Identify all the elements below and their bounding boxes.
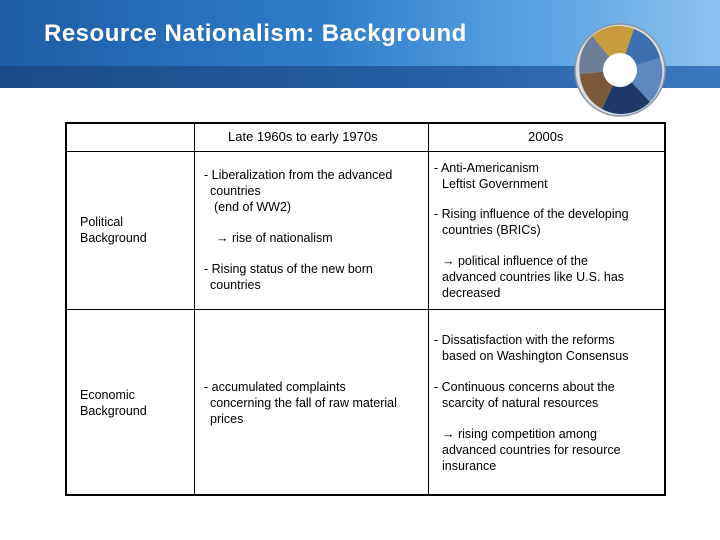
table-divider (65, 309, 666, 310)
table-divider (65, 151, 666, 152)
list-item: - Continuous concerns about the scarcity of natural resources (434, 380, 615, 410)
list-item: - Rising status of the new born countries (204, 262, 373, 292)
list-item: - Rising influence of the developing countries (BRICs) (434, 207, 629, 237)
row-label: Political Background (80, 215, 147, 245)
list-item: → political influence of the advanced countries like U.S. has decreased (442, 254, 625, 300)
list-item: → rising competition among advanced countries for resource insurance (442, 427, 621, 473)
row-label: Economic Background (80, 388, 147, 418)
list-item: → rise of nationalism (216, 231, 333, 245)
list-item: - accumulated complaints concerning the fall of raw material prices (204, 380, 397, 426)
list-item: - Dissatisfaction with the reforms based on Washington Consensus (434, 333, 629, 363)
list-item: - Liberalization from the advanced countries (end of WW2) (204, 168, 393, 214)
slide-title: Resource Nationalism: Background (44, 20, 467, 47)
list-item: - Anti-Americanism Leftist Government (434, 161, 548, 191)
column-header: Late 1960s to early 1970s (228, 129, 378, 144)
globe-logo-icon (572, 14, 668, 118)
column-header: 2000s (528, 129, 564, 144)
